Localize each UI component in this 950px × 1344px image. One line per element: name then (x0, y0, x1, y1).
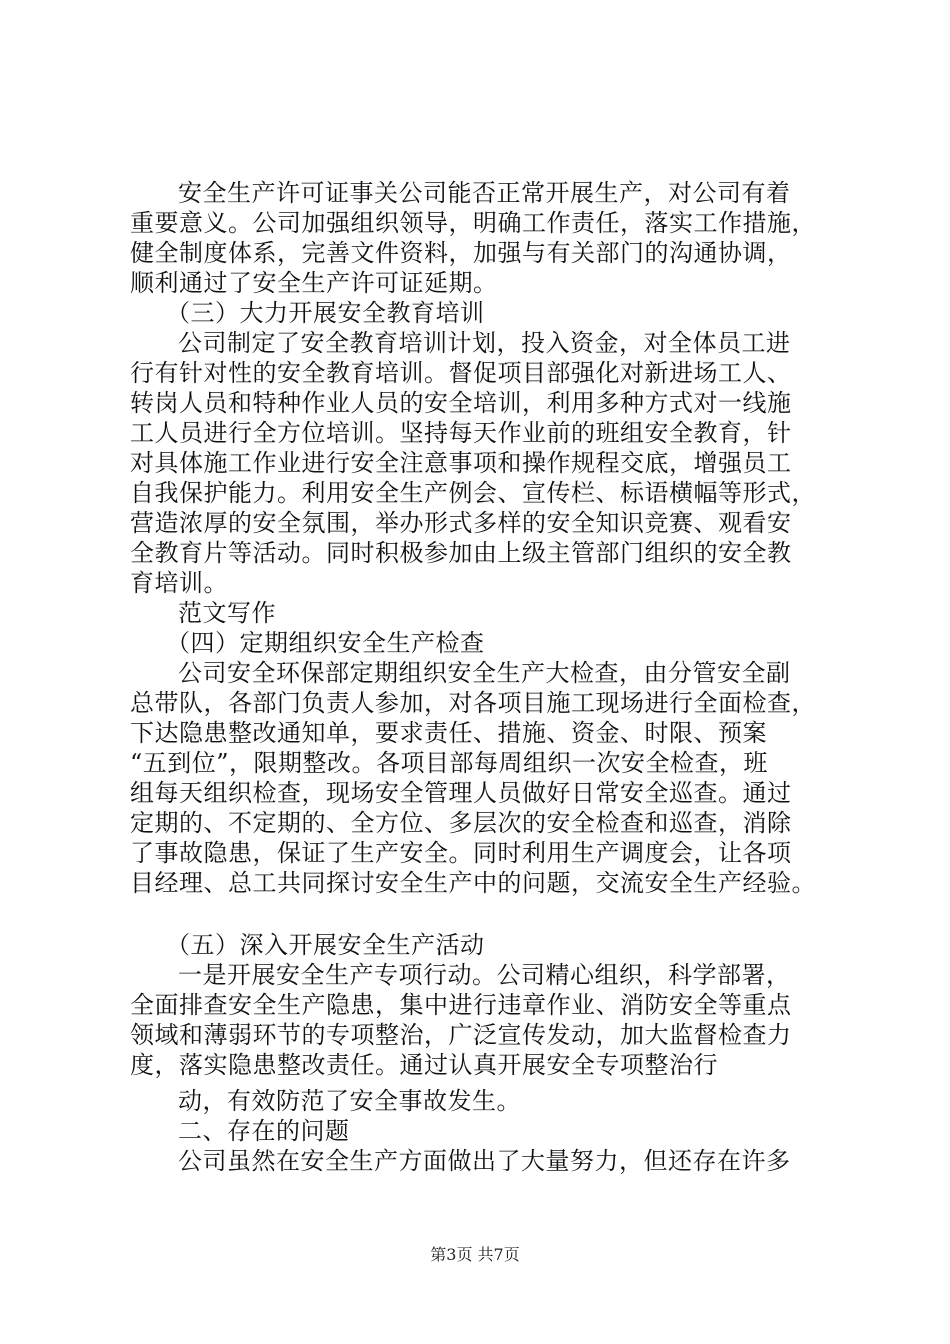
paragraph-line: 全教育片等活动。同时积极参加由上级主管部门组织的安全教 (130, 539, 792, 567)
paragraph-line: 了事故隐患，保证了生产安全。同时利用生产调度会，让各项 (130, 839, 792, 867)
paragraph-line: 目经理、总工共同探讨安全生产中的问题，交流安全生产经验。 (130, 869, 816, 897)
paragraph-line: 公司制定了安全教育培训计划，投入资金，对全体员工进 (178, 329, 791, 357)
paragraph-line: 公司安全环保部定期组织安全生产大检查，由分管安全副 (178, 659, 791, 687)
paragraph-line: 重要意义。公司加强组织领导，明确工作责任，落实工作措施， (130, 209, 816, 237)
section-heading: （五）深入开展安全生产活动 (166, 931, 485, 959)
paragraph-line: 总带队，各部门负责人参加，对各项目施工现场进行全面检查， (130, 689, 816, 717)
section-heading: （三）大力开展安全教育培训 (166, 299, 485, 327)
paragraph-line: 组每天组织检查，现场安全管理人员做好日常安全巡查。通过 (130, 779, 792, 807)
paragraph-line: 工人员进行全方位培训。坚持每天作业前的班组安全教育，针 (130, 419, 792, 447)
paragraph-line: 度，落实隐患整改责任。通过认真开展安全专项整治行 (130, 1051, 718, 1079)
paragraph-line: 下达隐患整改通知单，要求责任、措施、资金、时限、预案 (130, 719, 767, 747)
paragraph-line: 育培训。 (130, 569, 228, 597)
paragraph-line: 自我保护能力。利用安全生产例会、宣传栏、标语横幅等形式， (130, 479, 816, 507)
paragraph-line: 健全制度体系，完善文件资料，加强与有关部门的沟通协调， (130, 239, 792, 267)
paragraph-line: 动，有效防范了安全事故发生。 (178, 1087, 521, 1115)
paragraph-line: 安全生产许可证事关公司能否正常开展生产，对公司有着 (178, 179, 791, 207)
paragraph-line: 公司虽然在安全生产方面做出了大量努力，但还存在许多 (178, 1147, 791, 1175)
paragraph-line: 对具体施工作业进行安全注意事项和操作规程交底，增强员工 (130, 449, 792, 477)
paragraph-line: “五到位”，限期整改。各项目部每周组织一次安全检查，班 (130, 749, 769, 777)
paragraph-line: 一是开展安全生产专项行动。公司精心组织，科学部署， (178, 961, 791, 989)
paragraph-line: 转岗人员和特种作业人员的安全培训，利用多种方式对一线施 (130, 389, 792, 417)
page-number-footer: 第3页 共7页 (430, 1245, 520, 1264)
paragraph-line: 行有针对性的安全教育培训。督促项目部强化对新进场工人、 (130, 359, 792, 387)
paragraph-line: 领域和薄弱环节的专项整治，广泛宣传发动，加大监督检查力 (130, 1021, 792, 1049)
section-heading: 二、存在的问题 (178, 1117, 350, 1145)
paragraph-line: 顺利通过了安全生产许可证延期。 (130, 269, 498, 297)
paragraph-line: 营造浓厚的安全氛围，举办形式多样的安全知识竞赛、观看安 (130, 509, 792, 537)
paragraph-line: 范文写作 (178, 599, 276, 627)
paragraph-line: 定期的、不定期的、全方位、多层次的安全检查和巡查，消除 (130, 809, 792, 837)
section-heading: （四）定期组织安全生产检查 (166, 629, 485, 657)
paragraph-line: 全面排查安全生产隐患，集中进行违章作业、消防安全等重点 (130, 991, 792, 1019)
